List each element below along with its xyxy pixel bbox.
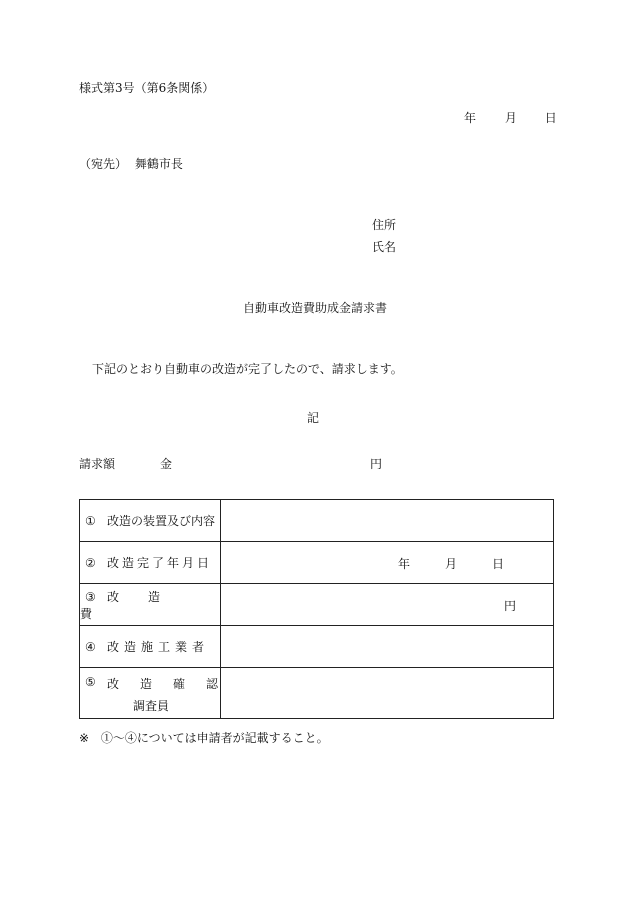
row3-yen: 円: [504, 599, 517, 613]
row2-label: 改造完了年月日: [107, 556, 213, 570]
row5-value-cell[interactable]: [221, 668, 554, 719]
header-date-day: 日: [544, 111, 557, 125]
row4-label-cell: [80, 626, 221, 668]
row2-year: 年: [398, 557, 411, 571]
form-number: 様式第3号（第6条関係）: [79, 81, 215, 95]
row3-label: 改造費: [80, 589, 190, 621]
addressee-prefix: （宛先）: [79, 157, 128, 171]
row5-label-cell: [80, 668, 240, 719]
row3-number: ③: [85, 589, 96, 604]
claim-amount-label: 請求額: [79, 457, 116, 471]
row2-day: 日: [492, 557, 505, 571]
address-label: 住所: [372, 218, 397, 232]
row3-label-cell: [80, 584, 221, 626]
table-row: [80, 668, 554, 719]
row5-sub-label: 調査員: [133, 699, 170, 713]
row3-value-cell[interactable]: [221, 584, 554, 626]
row2-number: ②: [85, 556, 96, 570]
header-date: [464, 109, 557, 126]
ki-heading: 記: [307, 411, 320, 425]
row1-number: ①: [85, 514, 96, 528]
row4-number: ④: [85, 640, 96, 654]
row1-label-cell: [80, 500, 221, 542]
row2-value-cell[interactable]: [221, 542, 554, 584]
footnote-text: ①～④については申請者が記載すること。: [100, 731, 329, 745]
body-text: 下記のとおり自動車の改造が完了したので、請求します。: [92, 362, 403, 376]
footnote-mark: ※: [79, 731, 90, 745]
document-title: 自動車改造費助成金請求書: [243, 301, 388, 315]
claim-yen: 円: [370, 457, 383, 471]
request-table: [79, 499, 554, 719]
addressee: [79, 155, 183, 172]
header-date-month: 月: [504, 111, 517, 125]
row2-month: 月: [445, 557, 458, 571]
row5-number: ⑤: [85, 675, 96, 689]
table-row: [80, 626, 554, 668]
table-row: [80, 542, 554, 584]
claim-kin: 金: [160, 457, 173, 471]
addressee-name: 舞鶴市長: [134, 157, 183, 171]
row5-label: 改造確認: [107, 677, 240, 691]
row1-value-cell[interactable]: [221, 500, 554, 542]
row1-label: 改造の装置及び内容: [107, 514, 216, 528]
table-row: [80, 584, 554, 626]
row4-value-cell[interactable]: [221, 626, 554, 668]
footnote: [79, 729, 329, 746]
table-row: [80, 500, 554, 542]
row2-label-cell: [80, 542, 221, 584]
name-label: 氏名: [372, 240, 397, 254]
header-date-year: 年: [464, 111, 477, 125]
row4-label: 改造施工業者: [107, 640, 210, 654]
